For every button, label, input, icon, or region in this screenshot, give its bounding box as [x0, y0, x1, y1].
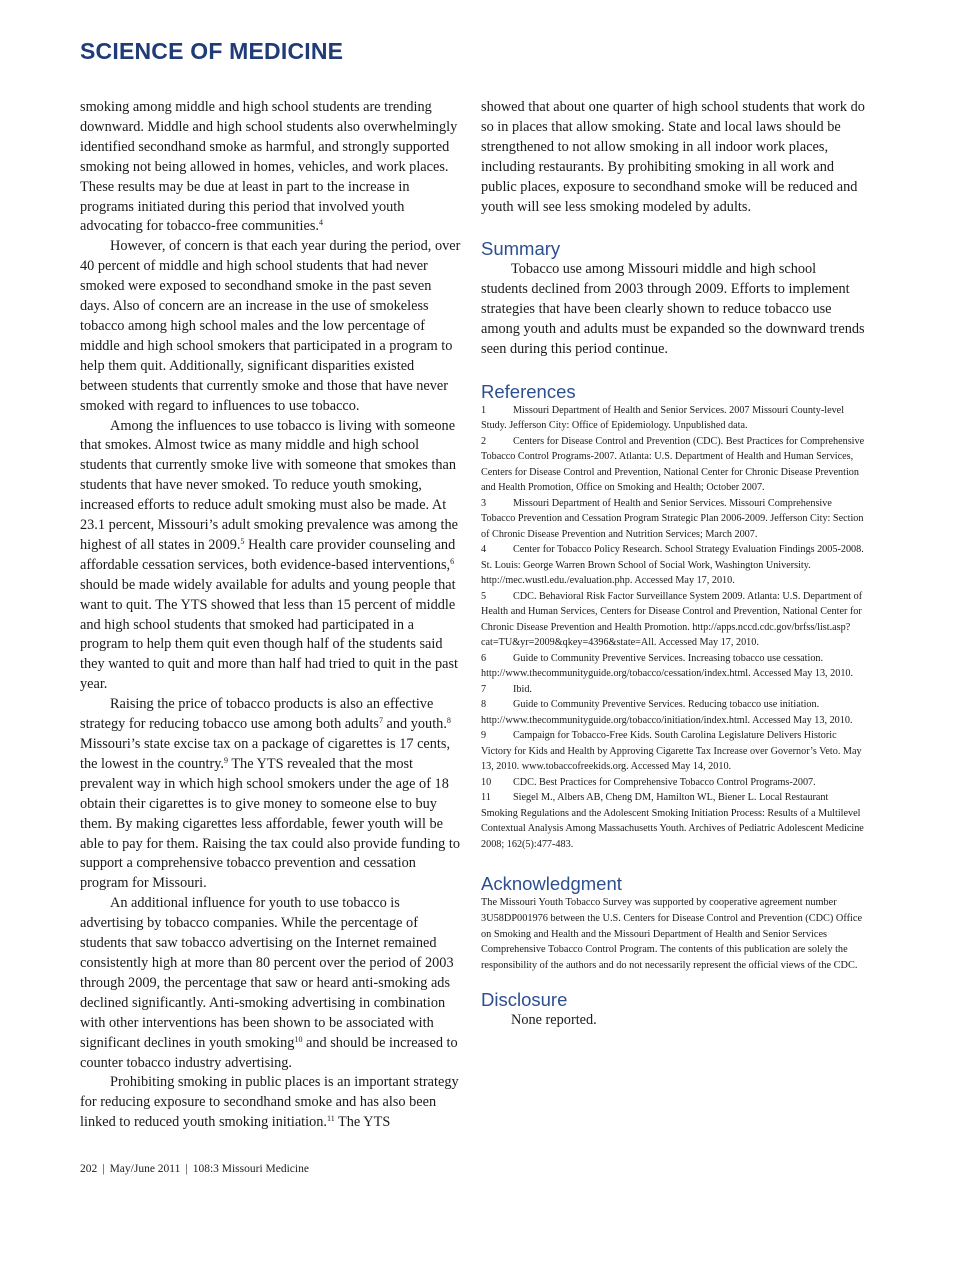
right-column	[481, 98, 865, 1031]
disclosure-heading: Disclosure	[481, 989, 568, 1011]
reference-text: Centers for Disease Control and Prevention (CDC). Best Practices for Comprehensive Tobacco Control Programs-2007. Atlanta: U.S. Department of Health and Human Services, Centers for Disease Control and Prevention, National Center for Chronic Disease Prevention and Health Promotion, Office on Smoking and Health; October 2007.	[481, 435, 865, 494]
reference-number: 9	[481, 730, 487, 742]
body-paragraph: Among the influences to use tobacco is living with someone that smokes. Almost twice as many middle and high school students that currently smoke live with someone that smokes than students that have never smoked. To reduce youth smoking, increased efforts to reduce adult smoking must also be made. At 23.1 percent, Missouri’s adult smoking prevalence was among the highest of all states in 2009.$^5$ Health care provider counseling and affordable cessation services, both evidence-based interventions,$^6$ should be made widely available for adults and young people that want to quit. The YTS showed that less than 15 percent of middle and high school students that smoked had participated in a program to help them quit even though half of the students said they wanted to quit and more than half had tried to quit in the past year.	[80, 417, 458, 693]
reference-item	[481, 542, 865, 589]
reference-item	[481, 496, 865, 543]
reference-number: 7	[481, 683, 487, 695]
reference-number: 2	[481, 435, 487, 447]
journal-name: 108:3 Missouri Medicine	[192, 1163, 309, 1175]
body-paragraph: An additional influence for youth to use tobacco is advertising by tobacco companies. While the percentage of students that saw tobacco advertising on the Internet remained consistently high at more than 80 percent over the period of 2003 through 2009, the percentage that saw or heard anti-smoking ads declined significantly. Anti-smoking advertising in combination with other interventions has been shown to be associated with significant declines in youth smoking$^{10}$ and should be increased to counter tobacco industry advertising.	[80, 895, 458, 1071]
reference-item	[481, 775, 865, 791]
body-paragraph: However, of concern is that each year during the period, over 40 percent of middle and high school students that had never smoked were exposed to secondhand smoke in the past seven days. Also of concern are an increase in the use of smokeless tobacco among high school males and the low percentage of middle and high school smokers that participated in a program to help them quit. Additionally, significant disparities existed between students that currently smoke and those that have never smoked with regard to influences to use tobacco.	[80, 238, 461, 414]
issue-date: May/June 2011	[109, 1163, 181, 1175]
reference-text: Guide to Community Preventive Services. Increasing tobacco use cessation. http://www.thecommunityguide.org/tobacco/cessation/index.html. Accessed May 13, 2010.	[481, 652, 854, 680]
reference-number: 8	[481, 699, 487, 711]
reference-item	[481, 728, 865, 775]
reference-number: 4	[481, 544, 487, 556]
reference-number: 5	[481, 590, 487, 602]
reference-number: 3	[481, 497, 487, 509]
acknowledgment-heading: Acknowledgment	[481, 873, 622, 895]
reference-item	[481, 589, 865, 651]
reference-text: CDC. Behavioral Risk Factor Surveillance System 2009. Atlanta: U.S. Department of Health and Human Services, Centers for Disease Control and Prevention, National Center for Chronic Disease Prevention and Health Promotion. http://apps.nccd.cdc.gov/brfss/list.asp?cat=TU&yr=2009&qkey=4396&state=All. Accessed May 17, 2010.	[481, 590, 863, 649]
body-paragraph: showed that about one quarter of high school students that work do so in places that allow smoking. State and local laws should be strengthened to not allow smoking in all indoor work places, including restaurants. By prohibiting smoking in all work and public places, exposure to secondhand smoke will be reduced and youth will see less smoking modeled by adults.	[481, 99, 865, 215]
reference-number: 6	[481, 652, 487, 664]
reference-item	[481, 651, 865, 682]
summary-heading: Summary	[481, 238, 561, 260]
reference-number: 10	[481, 776, 492, 788]
body-paragraph: Prohibiting smoking in public places is an important strategy for reducing exposure to secondhand smoke and has also been linked to reduced youth smoking initiation.$^{11}$ The YTS	[80, 1074, 459, 1131]
reference-item	[481, 697, 865, 728]
reference-item	[481, 434, 865, 496]
reference-text: Ibid.	[513, 683, 532, 695]
left-column	[80, 98, 464, 1133]
references-list	[481, 403, 865, 853]
body-paragraph: smoking among middle and high school students are trending downward. Middle and high school students also overwhelmingly identified secondhand smoke as harmful, and strongly supported smoking not being allowed in homes, vehicles, and work places. These results may be due at least in part to the increase in programs initiated during this period that involved youth advocating for tobacco-free communities.$^4$	[80, 99, 458, 235]
reference-text: Campaign for Tobacco-Free Kids. South Carolina Legislature Delivers Historic Victory for Kids and Health by Approving Cigarette Tax Increase over Governor’s Veto. May 13, 2010. www.tobaccofreekids.org. Accessed May 14, 2010.	[481, 730, 862, 773]
reference-text: Missouri Department of Health and Senior Services. Missouri Comprehensive Tobacco Prevention and Cessation Program Strategic Plan 2006-2009. Jefferson City: Section of Chronic Disease Prevention and Nutrition Services; March 2007.	[481, 497, 864, 540]
reference-text: Siegel M., Albers AB, Cheng DM, Hamilton WL, Biener L. Local Restaurant Smoking Regulations and the Adolescent Smoking Initiation Process: Results of a Multilevel Contextual Analysis Among Massachusetts Youth. Archives of Pediatric Adolescent Medicine 2008; 162(5):477-483.	[481, 792, 864, 850]
reference-text: Missouri Department of Health and Senior Services. 2007 Missouri County-level Study. Jefferson City: Office of Epidemiology. Unpublished data.	[481, 404, 845, 432]
reference-text: CDC. Best Practices for Comprehensive Tobacco Control Programs-2007.	[513, 776, 816, 788]
reference-text: Center for Tobacco Policy Research. School Strategy Evaluation Findings 2005-2008. St. Louis: George Warren Brown School of Social Work, Washington University. http://mec.wustl.edu./evaluation.php. Accessed May 17, 2010.	[481, 544, 864, 587]
reference-item	[481, 403, 865, 434]
reference-item	[481, 682, 865, 698]
reference-text: Guide to Community Preventive Services. Reducing tobacco use initiation. http://www.thecommunityguide.org/tobacco/initiation/index.html. Accessed May 13, 2010.	[481, 699, 853, 726]
references-heading: References	[481, 380, 576, 402]
reference-number: 1	[481, 404, 487, 416]
body-paragraph: Raising the price of tobacco products is also an effective strategy for reducing tobacco use among both adults$^7$ and youth.$^8$ Missouri’s state excise tax on a package of cigarettes is 17 cents, the lowest in the country.$^9$ The YTS revealed that the most prevalent way in which high school smokers under the age of 18 obtain their cigarettes is to give money to someone else to buy them. By making cigarettes less affordable, fewer youth will be able to pay for them. Raising the tax could also provide funding to support a comprehensive tobacco prevention and cessation program for Missouri.	[80, 696, 460, 892]
section-header: SCIENCE OF MEDICINE	[80, 38, 344, 64]
disclosure-text: None reported.	[511, 1012, 597, 1029]
page-number: 202	[80, 1163, 98, 1175]
acknowledgment-text: The Missouri Youth Tobacco Survey was supported by cooperative agreement number 3U58DP001976 between the U.S. Centers for Disease Control and Prevention (CDC) Office on Smoking and Health and the Missouri Department of Health and Senior Services Comprehensive Tobacco Control Program. The contents of this publication are solely the responsibility of the authors and do not necessarily represent the official views of the CDC.	[481, 897, 863, 971]
reference-item	[481, 790, 865, 852]
summary-paragraph: Tobacco use among Missouri middle and high school students declined from 2003 through 2009. Efforts to implement strategies that have been clearly shown to reduce tobacco use among youth and adults must be expanded so the downward trends seen during this period continue.	[481, 261, 865, 358]
reference-number: 11	[481, 792, 491, 804]
page-footer: 202 | May/June 2011 | 108:3 Missouri Medicine	[80, 1163, 309, 1175]
